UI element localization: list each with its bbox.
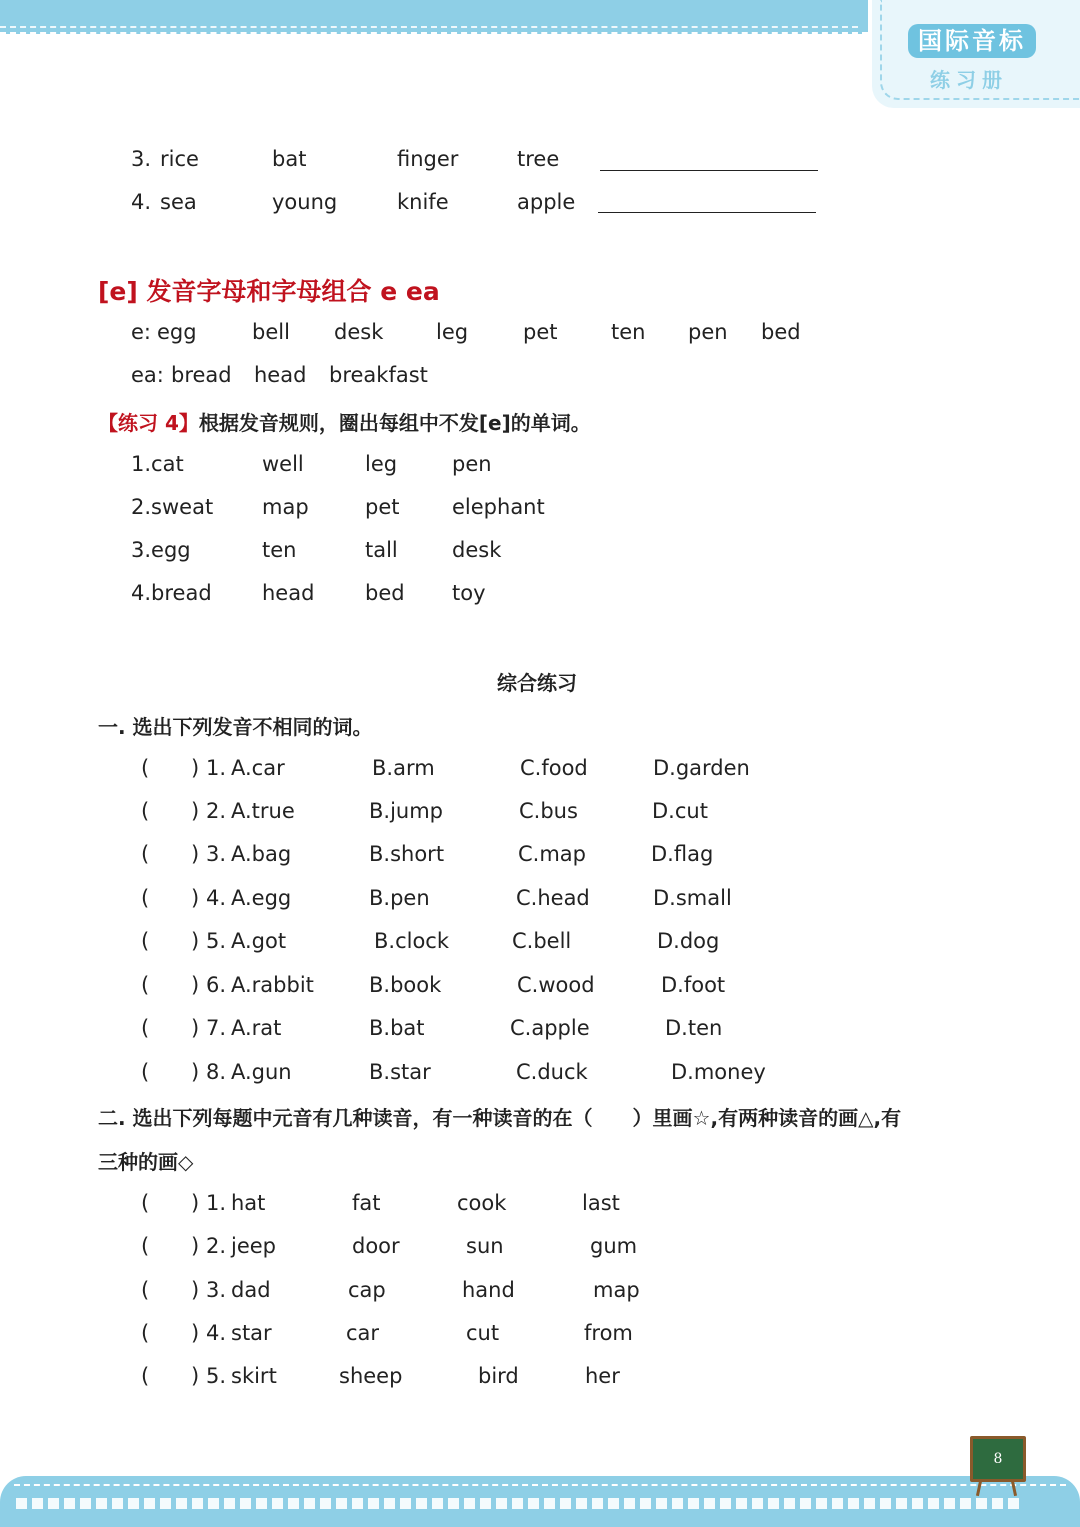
answer-paren-open[interactable]: (	[141, 799, 150, 823]
word: bat	[272, 147, 307, 171]
word[interactable]: 4.bread	[131, 581, 212, 605]
answer-blank[interactable]	[598, 212, 816, 213]
option: B.clock	[374, 929, 450, 953]
word: tree	[517, 147, 560, 171]
answer-paren-close: )	[191, 756, 200, 780]
answer-paren-open[interactable]: (	[141, 1234, 150, 1258]
option: A.egg	[231, 886, 292, 910]
word: bread	[171, 363, 232, 387]
badge-subtitle: 练习册	[930, 68, 1008, 92]
row-number: 3.	[131, 147, 152, 171]
question-number: 3.	[206, 1278, 227, 1302]
word: hand	[462, 1278, 515, 1302]
word[interactable]: leg	[365, 452, 398, 476]
option: C.bus	[519, 799, 578, 823]
option: B.star	[369, 1060, 431, 1084]
answer-paren-open[interactable]: (	[141, 842, 150, 866]
header-badge	[872, 0, 1080, 108]
question-number: 2.	[206, 1234, 227, 1258]
option: A.car	[231, 756, 285, 780]
answer-paren-close: )	[191, 1364, 200, 1388]
word: star	[231, 1321, 272, 1345]
option: D.garden	[653, 756, 750, 780]
word: leg	[436, 320, 469, 344]
option: D.money	[671, 1060, 766, 1084]
word: dad	[231, 1278, 271, 1302]
word: bell	[252, 320, 290, 344]
question-number: 8.	[206, 1060, 227, 1084]
question-number: 3.	[206, 842, 227, 866]
word: fat	[352, 1191, 381, 1215]
question-number: 5.	[206, 929, 227, 953]
question-number: 1.	[206, 1191, 227, 1215]
word[interactable]: pet	[365, 495, 400, 519]
option: B.book	[369, 973, 442, 997]
word: sun	[466, 1234, 504, 1258]
word: cap	[348, 1278, 386, 1302]
option: D.flag	[651, 842, 714, 866]
top-banner	[0, 0, 868, 34]
word: last	[582, 1191, 620, 1215]
word: apple	[517, 190, 576, 214]
option: C.apple	[510, 1016, 590, 1040]
option: C.wood	[517, 973, 595, 997]
word: egg	[157, 320, 197, 344]
question-number: 5.	[206, 1364, 227, 1388]
practice-text: 根据发音规则，圈出每组中不发[e]的单词。	[198, 411, 591, 435]
answer-paren-close: )	[191, 1016, 200, 1040]
word: pet	[523, 320, 558, 344]
word: sea	[160, 190, 197, 214]
word[interactable]: well	[262, 452, 304, 476]
option: B.short	[369, 842, 445, 866]
option: D.foot	[661, 973, 726, 997]
word: map	[593, 1278, 640, 1302]
word: jeep	[231, 1234, 277, 1258]
word: pen	[688, 320, 728, 344]
answer-paren-open[interactable]: (	[141, 1278, 150, 1302]
word[interactable]: elephant	[452, 495, 545, 519]
answer-paren-open[interactable]: (	[141, 1016, 150, 1040]
word: finger	[397, 147, 459, 171]
word: her	[585, 1364, 620, 1388]
comprehensive-title: 综合练习	[497, 671, 577, 695]
answer-paren-close: )	[191, 1278, 200, 1302]
answer-paren-open[interactable]: (	[141, 886, 150, 910]
word: bed	[761, 320, 801, 344]
answer-paren-close: )	[191, 842, 200, 866]
option: B.jump	[369, 799, 444, 823]
word: hat	[231, 1191, 266, 1215]
e-label: e:	[131, 320, 151, 344]
section-heading: [e] 发音字母和字母组合 e ea	[98, 277, 440, 306]
bottom-banner	[0, 1476, 1080, 1527]
word: ten	[611, 320, 646, 344]
part1-heading: 一. 选出下列发音不相同的词。	[98, 715, 373, 739]
word[interactable]: ten	[262, 538, 297, 562]
answer-paren-close: )	[191, 1060, 200, 1084]
question-number: 6.	[206, 973, 227, 997]
word: gum	[590, 1234, 638, 1258]
option: C.food	[520, 756, 588, 780]
practice-tag: 【练习 4】	[98, 411, 199, 435]
word: from	[584, 1321, 633, 1345]
option: A.true	[231, 799, 295, 823]
answer-paren-close: )	[191, 886, 200, 910]
option: A.rabbit	[231, 973, 314, 997]
option: A.bag	[231, 842, 292, 866]
question-number: 7.	[206, 1016, 227, 1040]
part2-heading: 二. 选出下列每题中元音有几种读音，有一种读音的在（ ）里画☆,有两种读音的画△,有	[98, 1106, 902, 1130]
word[interactable]: toy	[452, 581, 486, 605]
answer-paren-close: )	[191, 1191, 200, 1215]
answer-paren-open[interactable]: (	[141, 756, 150, 780]
question-number: 4.	[206, 1321, 227, 1345]
option: C.duck	[516, 1060, 588, 1084]
word: car	[346, 1321, 380, 1345]
option: C.map	[518, 842, 586, 866]
word[interactable]: bed	[365, 581, 405, 605]
option: C.head	[516, 886, 590, 910]
word: door	[352, 1234, 400, 1258]
option: B.arm	[372, 756, 435, 780]
page-number-chalkboard	[970, 1436, 1026, 1482]
answer-blank[interactable]	[600, 170, 818, 171]
word: breakfast	[329, 363, 428, 387]
option: D.dog	[657, 929, 720, 953]
answer-paren-open[interactable]: (	[141, 1191, 150, 1215]
word: bird	[478, 1364, 519, 1388]
question-number: 4.	[206, 886, 227, 910]
answer-paren-close: )	[191, 973, 200, 997]
option: B.bat	[369, 1016, 425, 1040]
word[interactable]: desk	[452, 538, 502, 562]
word[interactable]: pen	[452, 452, 492, 476]
practice-instruction	[98, 407, 591, 436]
word: cut	[466, 1321, 500, 1345]
badge-title: 国际音标	[908, 24, 1036, 58]
option: D.small	[653, 886, 732, 910]
row-number: 4.	[131, 190, 152, 214]
answer-paren-close: )	[191, 1234, 200, 1258]
answer-paren-close: )	[191, 799, 200, 823]
decorative-squares	[16, 1498, 1019, 1509]
ea-label: ea:	[131, 363, 164, 387]
page-number: 8	[993, 1451, 1003, 1467]
answer-paren-close: )	[191, 1321, 200, 1345]
option: C.bell	[512, 929, 572, 953]
word: head	[254, 363, 307, 387]
answer-paren-open[interactable]: (	[141, 1060, 150, 1084]
answer-paren-open[interactable]: (	[141, 1321, 150, 1345]
word: knife	[397, 190, 449, 214]
word[interactable]: map	[262, 495, 309, 519]
part2-heading-cont: 三种的画◇	[98, 1150, 194, 1174]
word[interactable]: 1.cat	[131, 452, 184, 476]
word: desk	[334, 320, 384, 344]
answer-paren-close: )	[191, 929, 200, 953]
option: B.pen	[369, 886, 430, 910]
answer-paren-open[interactable]: (	[141, 1364, 150, 1388]
word[interactable]: 3.egg	[131, 538, 191, 562]
word[interactable]: 2.sweat	[131, 495, 214, 519]
question-number: 1.	[206, 756, 227, 780]
word: cook	[457, 1191, 507, 1215]
answer-paren-open[interactable]: (	[141, 929, 150, 953]
option: A.rat	[231, 1016, 282, 1040]
option: D.cut	[652, 799, 708, 823]
word[interactable]: head	[262, 581, 315, 605]
question-number: 2.	[206, 799, 227, 823]
word: skirt	[231, 1364, 277, 1388]
word: young	[272, 190, 338, 214]
word[interactable]: tall	[365, 538, 398, 562]
word: sheep	[339, 1364, 403, 1388]
answer-paren-open[interactable]: (	[141, 973, 150, 997]
word: rice	[160, 147, 199, 171]
option: A.gun	[231, 1060, 292, 1084]
option: D.ten	[665, 1016, 723, 1040]
option: A.got	[231, 929, 287, 953]
